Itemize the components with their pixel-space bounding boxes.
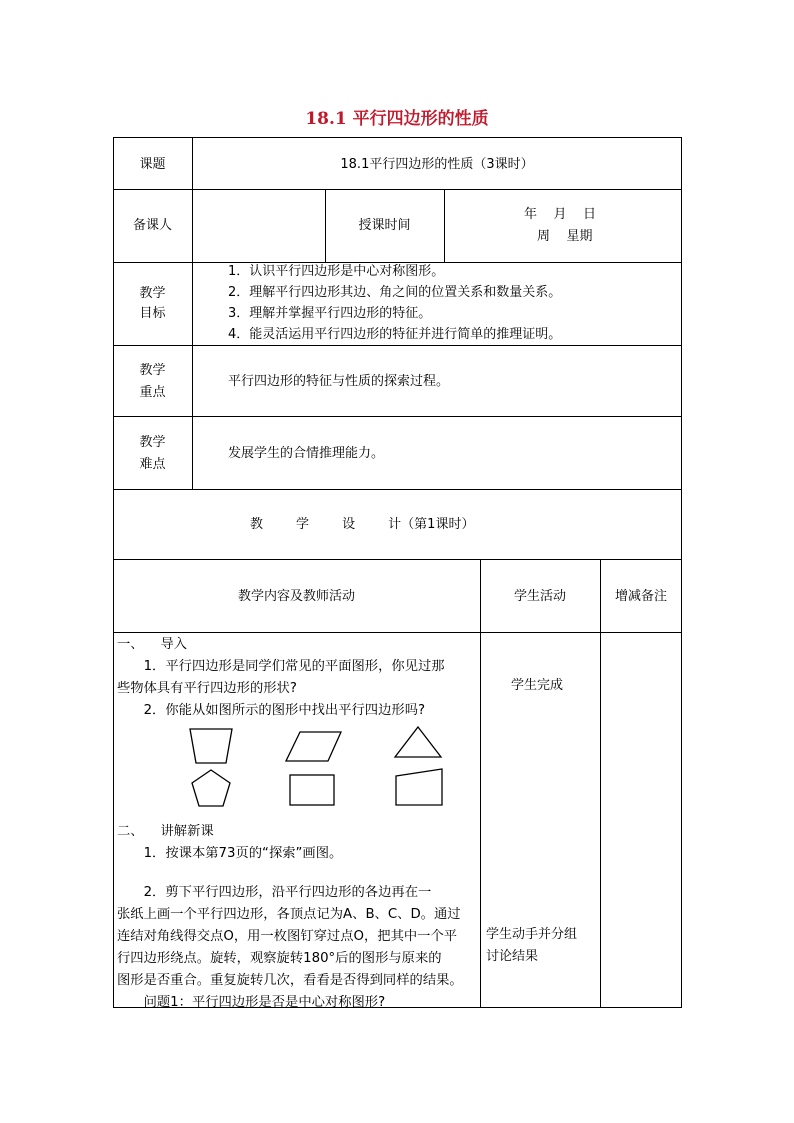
paragraph-line: 张纸上画一个平行四边形，各顶点记为A、B、C、D。通过 [117,907,461,922]
quadrilateral-shape [396,769,442,805]
shapes-figure [190,727,442,806]
student-note: 学生完成 [511,678,564,693]
paragraph-line: 2．剪下平行四边形，沿平行四边形的各边再在一 [117,885,432,900]
paragraph-line: 问题1：平行四边形是否是中心对称图形? [117,995,386,1010]
paragraph-line: 些物体具有平行四边形的形状? [117,681,297,696]
objective-item: 2．理解平行四边形其边、角之间的位置关系和数量关系。 [228,285,562,300]
document-title: 18.1 平行四边形的性质 [305,109,489,129]
difficulty-value: 发展学生的合情推理能力。 [228,446,385,461]
section-heading: 二、 讲解新课 [117,824,214,839]
objective-item: 1．认识平行四边形是中心对称图形。 [228,264,445,279]
lesson-new [117,821,479,865]
paragraph-line: 连结对角线得交点O，用一枚图钉穿过点O，把其中一个平 [117,929,458,944]
paragraph-line: 1．平行四边形是同学们常见的平面图形，你见过那 [117,659,445,674]
date-line: 年 月 日 [524,207,597,222]
lesson-activity [117,882,479,1014]
paragraph-line: 行四边形绕点。旋转，观察旋转180°后的图形与原来的 [117,951,442,966]
week-line: 周 星期 [537,229,593,244]
section-heading: 一、 导入 [117,637,188,652]
key-label-2: 重点 [139,385,166,400]
column-header-student: 学生活动 [513,589,566,604]
objectives-label-2: 目标 [139,306,166,321]
trapezoid-shape [190,729,232,763]
lesson-intro [117,634,479,722]
student-note: 学生动手并分组 [486,927,578,942]
preparer-label: 备课人 [132,218,172,233]
teach-time-label: 授课时间 [358,218,411,233]
pentagon-shape [192,770,230,806]
topic-label: 课题 [139,157,166,172]
parallelogram-shape [286,732,341,761]
paragraph-line: 2．你能从如图所示的图形中找出平行四边形吗? [117,703,426,718]
rectangle-shape [290,775,334,805]
design-heading: 教 学 设 计（第1课时） [250,517,475,532]
difficulty-label-1: 教学 [139,435,166,450]
key-value: 平行四边形的特征与性质的探索过程。 [228,374,450,389]
triangle-shape [395,727,441,757]
column-header-content: 教学内容及教师活动 [237,589,355,604]
key-label-1: 教学 [139,363,166,378]
column-header-notes: 增减备注 [614,589,667,604]
paragraph-line: 1．按课本第73页的“探索”画图。 [117,846,343,861]
objective-item: 4．能灵活运用平行四边形的特征并进行简单的推理证明。 [228,327,562,342]
difficulty-label-2: 难点 [139,457,166,472]
objectives-label-1: 教学 [139,286,166,301]
topic-value: 18.1平行四边形的性质（3课时） [340,157,534,172]
paragraph-line: 图形是否重合。重复旋转几次，看看是否得到同样的结果。 [117,973,463,988]
objective-item: 3．理解并掌握平行四边形的特征。 [228,306,432,321]
student-note: 讨论结果 [486,949,539,964]
